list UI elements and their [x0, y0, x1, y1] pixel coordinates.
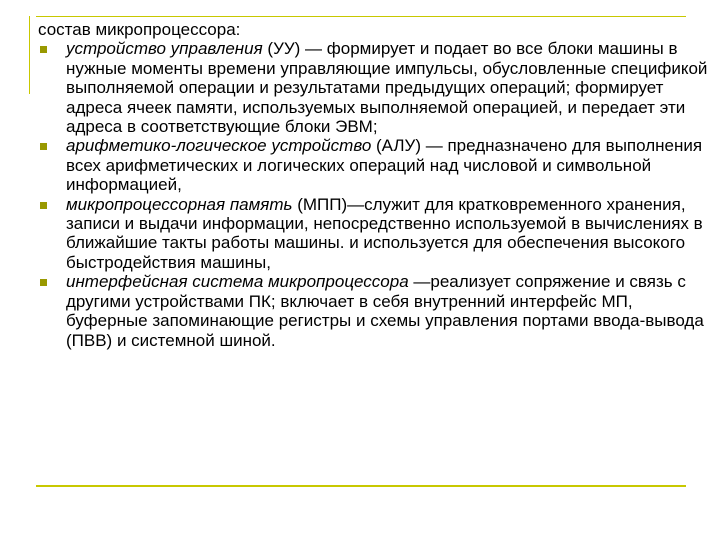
list-item	[38, 136, 714, 194]
list-item	[38, 195, 714, 273]
item-term: микропроцессорная память	[66, 194, 293, 214]
component-list	[38, 39, 714, 350]
item-text: (УУ) — формирует и подает во все блоки машины в нужные моменты времени управляющие импульсы, обусловленные спецификой выполняемой операции и результатами предыдущих операций; формирует адреса ячеек памяти, используемых выполняемой операцией, и передает эти адреса в соответствующие блоки ЭВМ;	[66, 39, 708, 137]
square-bullet-icon	[40, 143, 47, 150]
bottom-rule	[36, 485, 686, 487]
list-item	[38, 39, 714, 136]
item-term: арифметико-логическое устройство	[66, 136, 372, 156]
square-bullet-icon	[40, 46, 47, 53]
left-rule	[29, 16, 30, 94]
item-text: (АЛУ) — предназначено для выполнения всех арифметических и логических операций над числовой и символьной информацией,	[66, 136, 703, 195]
item-text: (МПП)—служит для кратковременного хранения, записи и выдачи информации, непосредственно используемой в вычислениях в ближайшие такты работы машины. и используется для обеспечения высокого быстродействия машины,	[66, 194, 703, 272]
slide-heading: состав микропроцессора:	[38, 20, 241, 39]
top-rule	[36, 16, 686, 17]
item-term: устройство управления	[66, 39, 263, 59]
square-bullet-icon	[40, 279, 47, 286]
item-text: —реализует сопряжение и связь с другими устройствами ПК; включает в себя внутренний интерфейс МП, буферные запоминающие регистры и схемы управления портами ввода-вывода (ПВВ) и системной шиной.	[66, 272, 704, 350]
square-bullet-icon	[40, 202, 47, 209]
list-item	[38, 272, 714, 350]
item-term: интерфейсная система микропроцессора	[66, 272, 409, 292]
slide-content	[38, 20, 714, 350]
